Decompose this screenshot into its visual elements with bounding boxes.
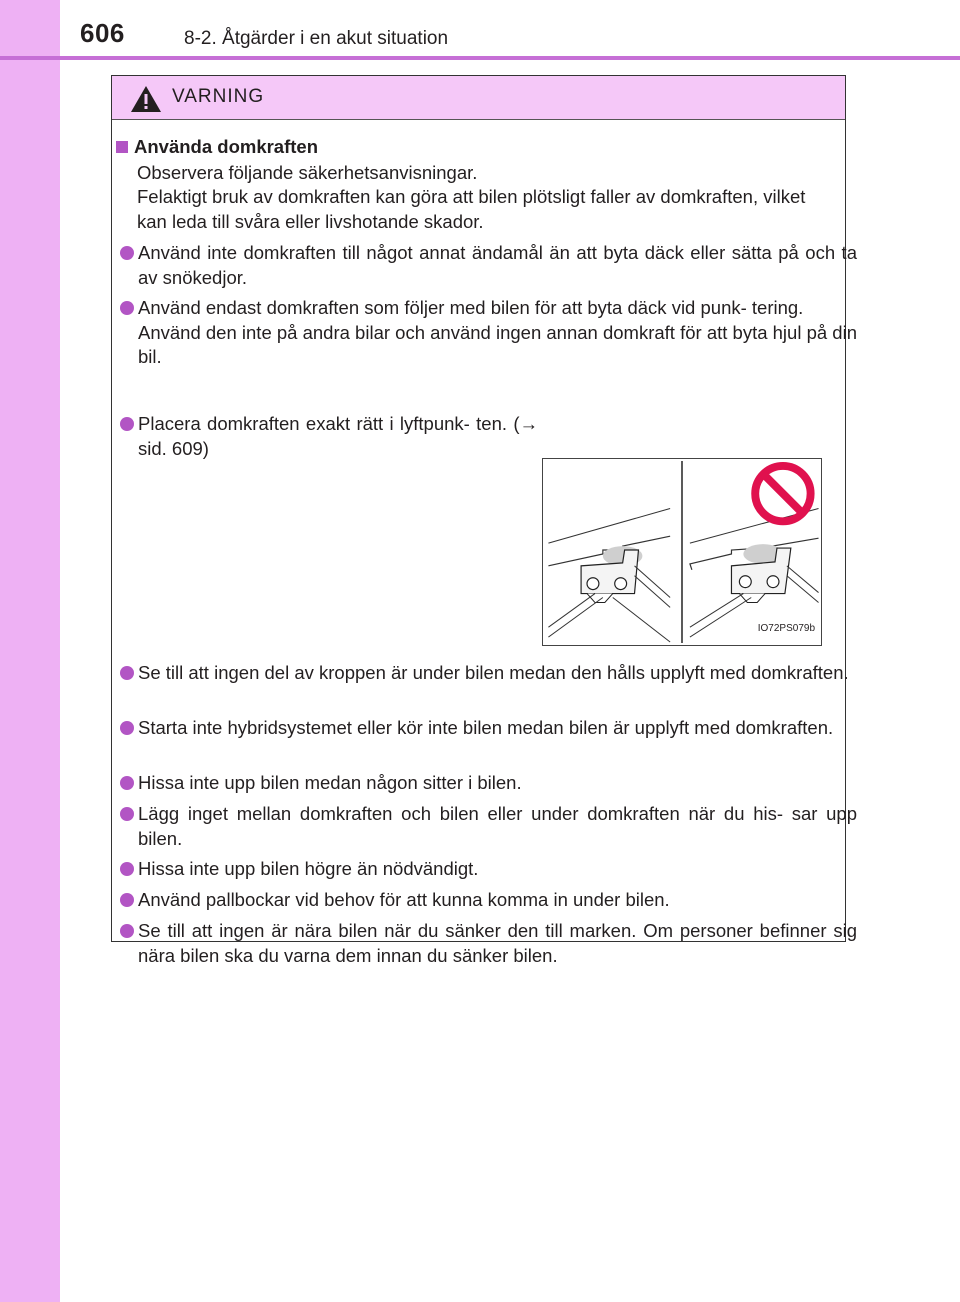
bullet-dot-icon xyxy=(120,924,134,938)
list-item: Hissa inte upp bilen högre än nödvändigt. xyxy=(120,857,857,882)
page-number: 606 xyxy=(80,18,125,48)
jack-placement-figure xyxy=(542,458,822,646)
warning-heading-text: Använda domkraften xyxy=(134,136,319,157)
warning-title: VARNING xyxy=(172,86,265,107)
arrow-icon: → xyxy=(519,413,538,434)
intro-line-2: Felaktigt bruk av domkraften kan göra att bilen plötsligt faller av domkraften, vilket kan leda till svåra eller livshotande skador. xyxy=(137,186,806,232)
bullet-dot-icon xyxy=(120,776,134,790)
warning-box xyxy=(111,75,857,966)
bullet-dot-icon xyxy=(120,301,134,315)
warning-heading xyxy=(116,135,318,160)
list-item: Se till att ingen är nära bilen när du sänker den till marken. Om personer befinner sig nära bilen ska du varna dem innan du sänker bilen. xyxy=(120,919,857,968)
list-item: Se till att ingen del av kroppen är under bilen medan den hålls upplyft med domkraften. xyxy=(120,661,857,686)
warning-header xyxy=(112,76,845,120)
header-rule xyxy=(0,56,960,60)
list-item: Placera domkraften exakt rätt i lyftpunk- ten. (→ sid. 609) xyxy=(120,412,538,461)
bullet-dot-icon xyxy=(120,862,134,876)
list-item: Använd pallbockar vid behov för att kunna komma in under bilen. xyxy=(120,888,857,913)
side-color-band xyxy=(0,0,60,1302)
list-item: Hissa inte upp bilen medan någon sitter i bilen. xyxy=(120,771,857,796)
list-item: Starta inte hybridsystemet eller kör inte bilen medan bilen är upplyft med domkraften. xyxy=(120,716,857,741)
section-title: 8-2. Åtgärder i en akut situation xyxy=(184,28,449,49)
page-reference-link[interactable]: sid. 609) xyxy=(138,437,209,459)
list-item: Lägg inget mellan domkraften och bilen eller under domkraften när du his- sar upp bilen. xyxy=(120,802,857,851)
list-item: Använd endast domkraften som följer med bilen för att byta däck vid punk- tering. Använd den inte på andra bilar och använd ingen annan domkraft för att byta hjul på din bil. xyxy=(120,296,857,370)
bullet-dot-icon xyxy=(120,721,134,735)
bullet-dot-icon xyxy=(120,807,134,821)
bullet-dot-icon xyxy=(120,893,134,907)
bullet-dot-icon xyxy=(120,666,134,680)
figure-code: IO72PS079b xyxy=(756,617,817,642)
bullet-dot-icon xyxy=(120,246,134,260)
intro-line-1: Observera följande säkerhetsanvisningar. xyxy=(137,162,478,183)
warning-triangle-icon xyxy=(130,85,162,113)
square-bullet-icon xyxy=(116,141,128,153)
bullet-dot-icon xyxy=(120,417,134,431)
list-item: Använd inte domkraften till något annat ändamål än att byta däck eller sätta på och ta av snökedjor. xyxy=(120,241,857,290)
